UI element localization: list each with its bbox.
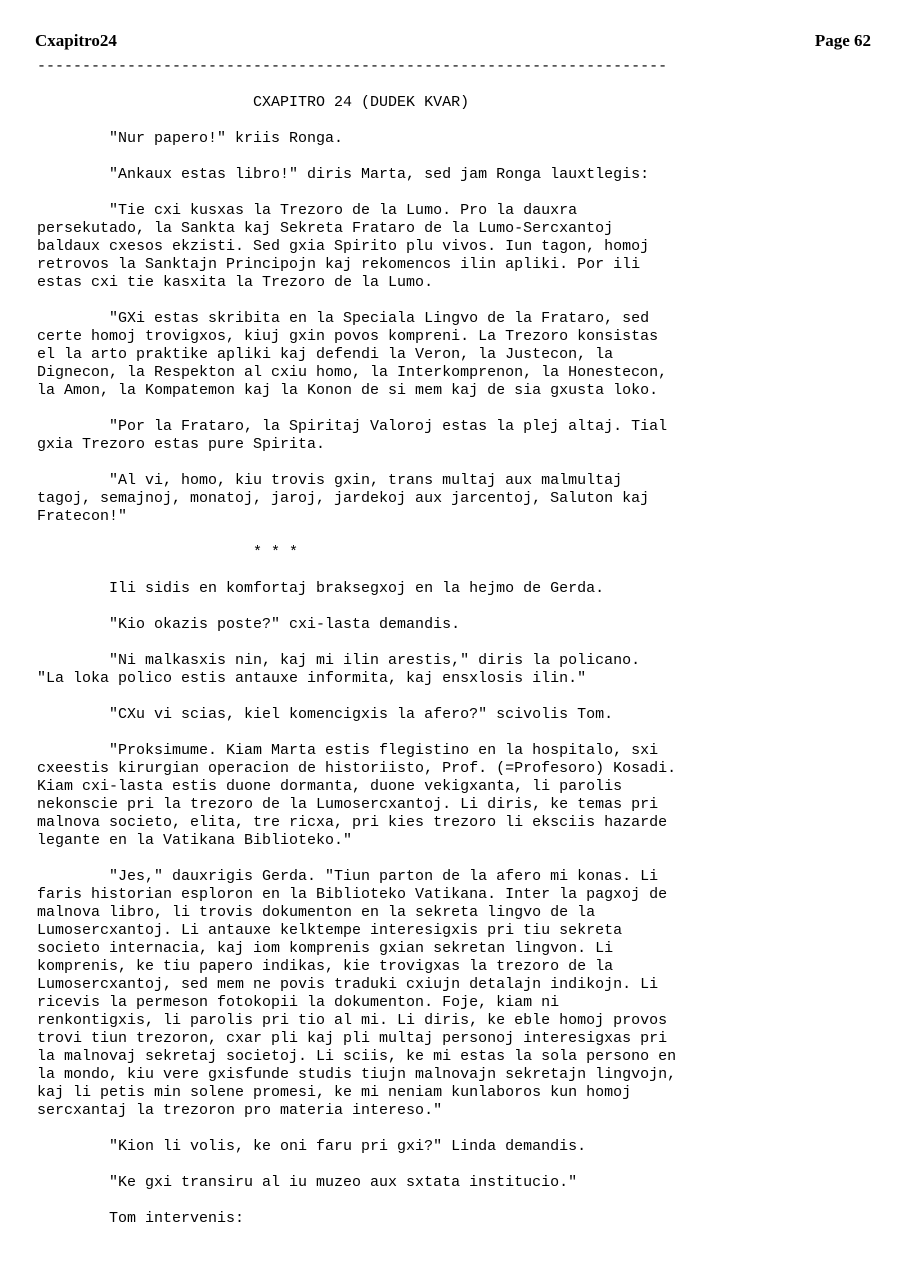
page-number: Page 62: [814, 31, 871, 50]
page-body-text: ---------------------------------------------------------------------- CXAPITRO 24 (DUDEK KVAR) "Nur papero!" kriis Ronga. "Ankaux estas libro!" diris Marta, sed jam Ronga lauxtlegis: "Tie cxi kusxas la Trezoro de la Lumo. Pro la dauxra persekutado, la Sankta kaj Sekreta Frataro de la Lumo-Sercxantoj baldaux cxesos ekzisti. Sed gxia Spirito plu vivos. Iun tagon, homoj retrovos la Sanktajn Principojn kaj rekomencos ilin apliki. Por ili estas cxi tie kasxita la Trezoro de la Lumo. "GXi estas skribita en la Speciala Lingvo de la Frataro, sed certe homoj trovigxos, kiuj gxin povos kompreni. La Trezoro konsistas el la arto praktike apliki kaj defendi la Veron, la Justecon, la Dignecon, la Respekton al cxiu homo, la Interkomprenon, la Honestecon, la Amon, la Kompatemon kaj la Konon de si mem kaj de sia gxusta loko. "Por la Frataro, la Spiritaj Valoroj estas la plej altaj. Tial gxia Trezoro estas pure Spirita. "Al vi, homo, kiu trovis gxin, trans multaj aux malmultaj tagoj, semajnoj, monatoj, jaroj, jardekoj aux jarcentoj, Saluton kaj Fratecon!" * * * Ili sidis en komfortaj braksegxoj en la hejmo de Gerda. "Kio okazis poste?" cxi-lasta demandis. "Ni malkasxis nin, kaj mi ilin arestis," diris la policano. "La loka polico estis antauxe informita, kaj ensxlosis ilin." "CXu vi scias, kiel komencigxis la afero?" scivolis Tom. "Proksimume. Kiam Marta estis flegistino en la hospitalo, sxi cxeestis kirurgian operacion de historiisto, Prof. (=Profesoro) Kosadi. Kiam cxi-lasta estis duone dormanta, duone vekigxanta, li parolis nekonscie pri la trezoro de la Lumosercxantoj. Li diris, ke temas pri malnova societo, elita, tre ricxa, pri kies trezoro li eksciis hazarde legante en la Vatikana Biblioteko." "Jes," dauxrigis Gerda. "Tiun parton de la afero mi konas. Li faris historian esploron en la Biblioteko Vatikana. Inter la pagxoj de malnova libro, li trovis dokumenton en la sekreta lingvo de la Lumosercxantoj. Li antauxe kelktempe interesigxis pri tiu sekreta societo internacia, kaj iom komprenis gxian sekretan lingvon. Li komprenis, ke tiu papero indikas, kie trovigxas la trezoro de la Lumosercxantoj, sed mem ne povis traduki cxiujn detalajn indikojn. Li ricevis la permeson fotokopii la dokumenton. Foje, kiam ni renkontigxis, li parolis pri tio al mi. Li diris, ke eble homoj provos trovi tiun trezoron, cxar pli kaj pli multaj personoj interesigxas pri la malnovaj sekretaj societoj. Li sciis, ke mi estas la sola persono en la mondo, kiu vere gxisfunde studis tiujn malnovajn sekretajn lingvojn, kaj li petis min solene promesi, ke mi neniam kunlaboros kun homoj sercxantaj la trezoron pro materia intereso." "Kion li volis, ke oni faru pri gxi?" Linda demandis. "Ke gxi transiru al iu muzeo aux sxtata institucio." Tom intervenis:: [37, 58, 677, 1227]
chapter-header: Cxapitro24: [35, 31, 117, 50]
